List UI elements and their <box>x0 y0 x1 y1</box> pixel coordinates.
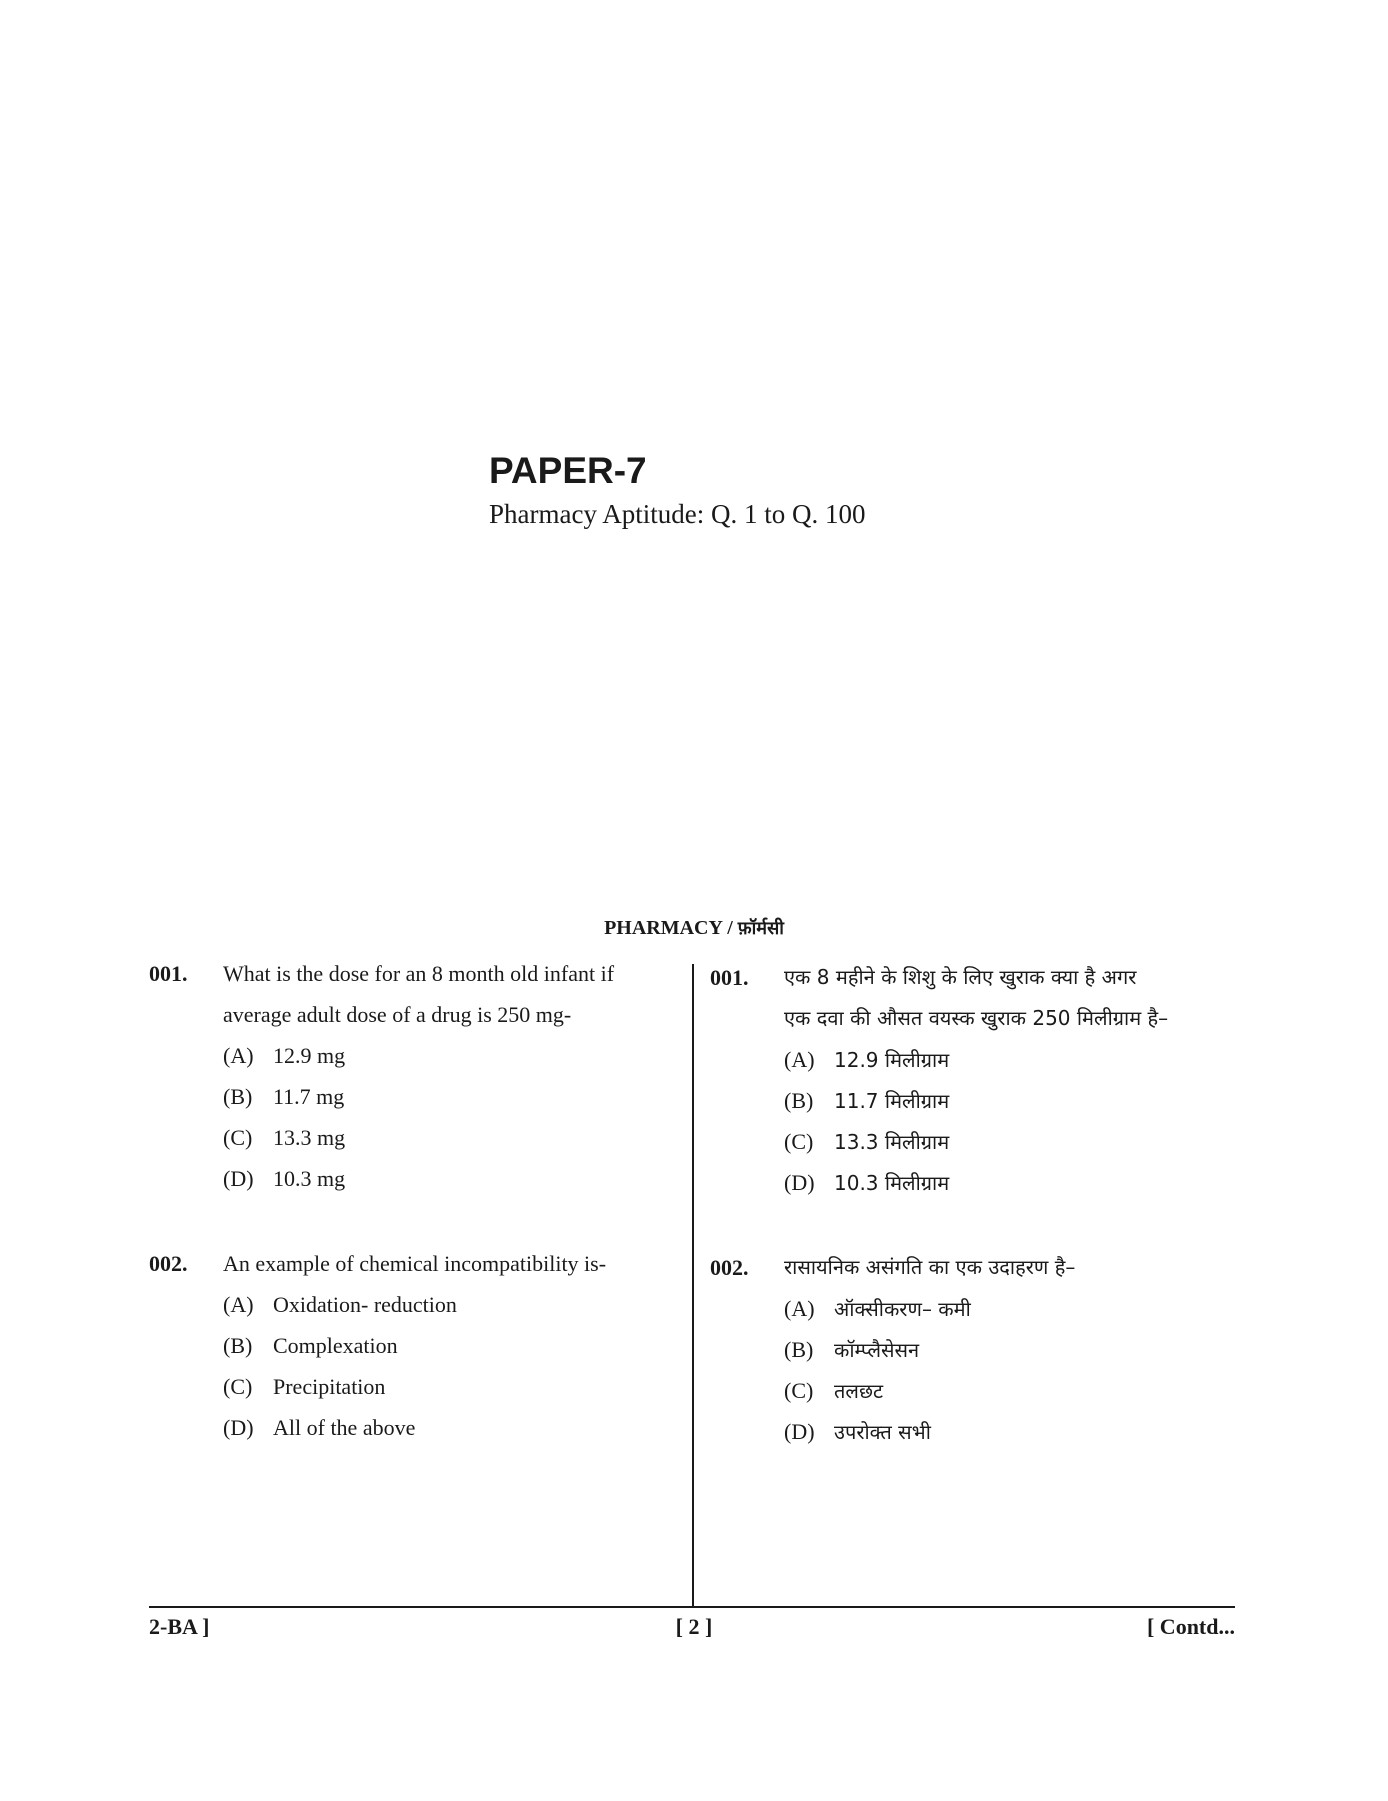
subject-hindi: फ़ॉर्मसी <box>737 918 784 939</box>
option-text: तलछट <box>834 1379 884 1403</box>
option-text: All of the above <box>273 1415 416 1440</box>
option-label: (B) <box>223 1333 253 1358</box>
paper-title: PAPER-7 <box>489 450 647 491</box>
question-text-line: एक 8 महीने के शिशु के लिए खुराक क्या है अगर <box>784 965 1137 989</box>
option-label: (A) <box>784 1047 815 1072</box>
option-b <box>223 1076 344 1117</box>
option-c <box>784 1370 883 1412</box>
question-text-line: एक दवा की औसत वयस्क खुराक 250 मिलीग्राम है– <box>784 1006 1169 1030</box>
option-a <box>223 1035 345 1076</box>
option-label: (D) <box>784 1170 815 1195</box>
option-label: (A) <box>223 1043 254 1068</box>
footer-contd: [ Contd... <box>1146 1614 1235 1639</box>
option-d <box>784 1162 949 1204</box>
option-text: 10.3 मिलीग्राम <box>834 1171 950 1195</box>
option-c <box>223 1117 345 1158</box>
subject-separator: / <box>722 917 738 939</box>
option-text: 13.3 mg <box>273 1125 346 1150</box>
option-text: 10.3 mg <box>273 1166 346 1191</box>
question-text-line: average adult dose of a drug is 250 mg- <box>223 1002 572 1027</box>
page-number: [ 2 ] <box>675 1614 713 1639</box>
option-text: Complexation <box>273 1333 398 1358</box>
option-text: Precipitation <box>273 1374 386 1399</box>
option-label: (B) <box>784 1088 814 1113</box>
option-label: (D) <box>223 1166 254 1191</box>
option-d <box>223 1407 415 1448</box>
option-label: (B) <box>784 1337 814 1362</box>
option-label: (A) <box>784 1296 815 1321</box>
option-a <box>784 1288 971 1330</box>
option-text: 12.9 मिलीग्राम <box>834 1048 950 1072</box>
column-divider <box>692 964 694 1606</box>
option-label: (B) <box>223 1084 253 1109</box>
subject-heading <box>0 916 1388 940</box>
question-text-line: रासायनिक असंगति का एक उदाहरण है– <box>784 1255 1076 1279</box>
option-label: (D) <box>223 1415 254 1440</box>
option-text: 13.3 मिलीग्राम <box>834 1130 950 1154</box>
option-d <box>223 1158 345 1199</box>
option-text: 12.9 mg <box>273 1043 346 1068</box>
option-label: (C) <box>784 1129 814 1154</box>
option-text: 11.7 मिलीग्राम <box>834 1089 950 1113</box>
option-text: Oxidation- reduction <box>273 1292 457 1317</box>
option-label: (C) <box>223 1125 253 1150</box>
option-c <box>223 1366 385 1407</box>
option-b <box>223 1325 398 1366</box>
paper-subtitle: Pharmacy Aptitude: Q. 1 to Q. 100 <box>489 499 866 529</box>
question-number: 002. <box>149 1251 188 1276</box>
option-text: उपरोक्त सभी <box>834 1420 931 1444</box>
option-b <box>784 1080 949 1122</box>
option-c <box>784 1121 949 1163</box>
option-a <box>223 1284 457 1325</box>
option-d <box>784 1411 931 1453</box>
question-number: 001. <box>149 961 188 986</box>
option-text: कॉम्प्लैसेसन <box>834 1338 920 1362</box>
option-label: (D) <box>784 1419 815 1444</box>
question-text-line: An example of chemical incompatibility is- <box>223 1251 607 1276</box>
option-label: (A) <box>223 1292 254 1317</box>
footer-code: 2-BA ] <box>149 1614 210 1639</box>
footer-rule <box>149 1606 1235 1608</box>
option-text: 11.7 mg <box>273 1084 345 1109</box>
option-a <box>784 1039 949 1081</box>
option-text: ऑक्सीकरण– कमी <box>834 1297 971 1321</box>
subject-english: PHARMACY <box>604 917 723 939</box>
option-label: (C) <box>223 1374 253 1399</box>
option-label: (C) <box>784 1378 814 1403</box>
question-text-line: What is the dose for an 8 month old infant if <box>223 961 615 986</box>
question-number: 002. <box>710 1255 749 1280</box>
question-number: 001. <box>710 965 749 990</box>
option-b <box>784 1329 919 1371</box>
